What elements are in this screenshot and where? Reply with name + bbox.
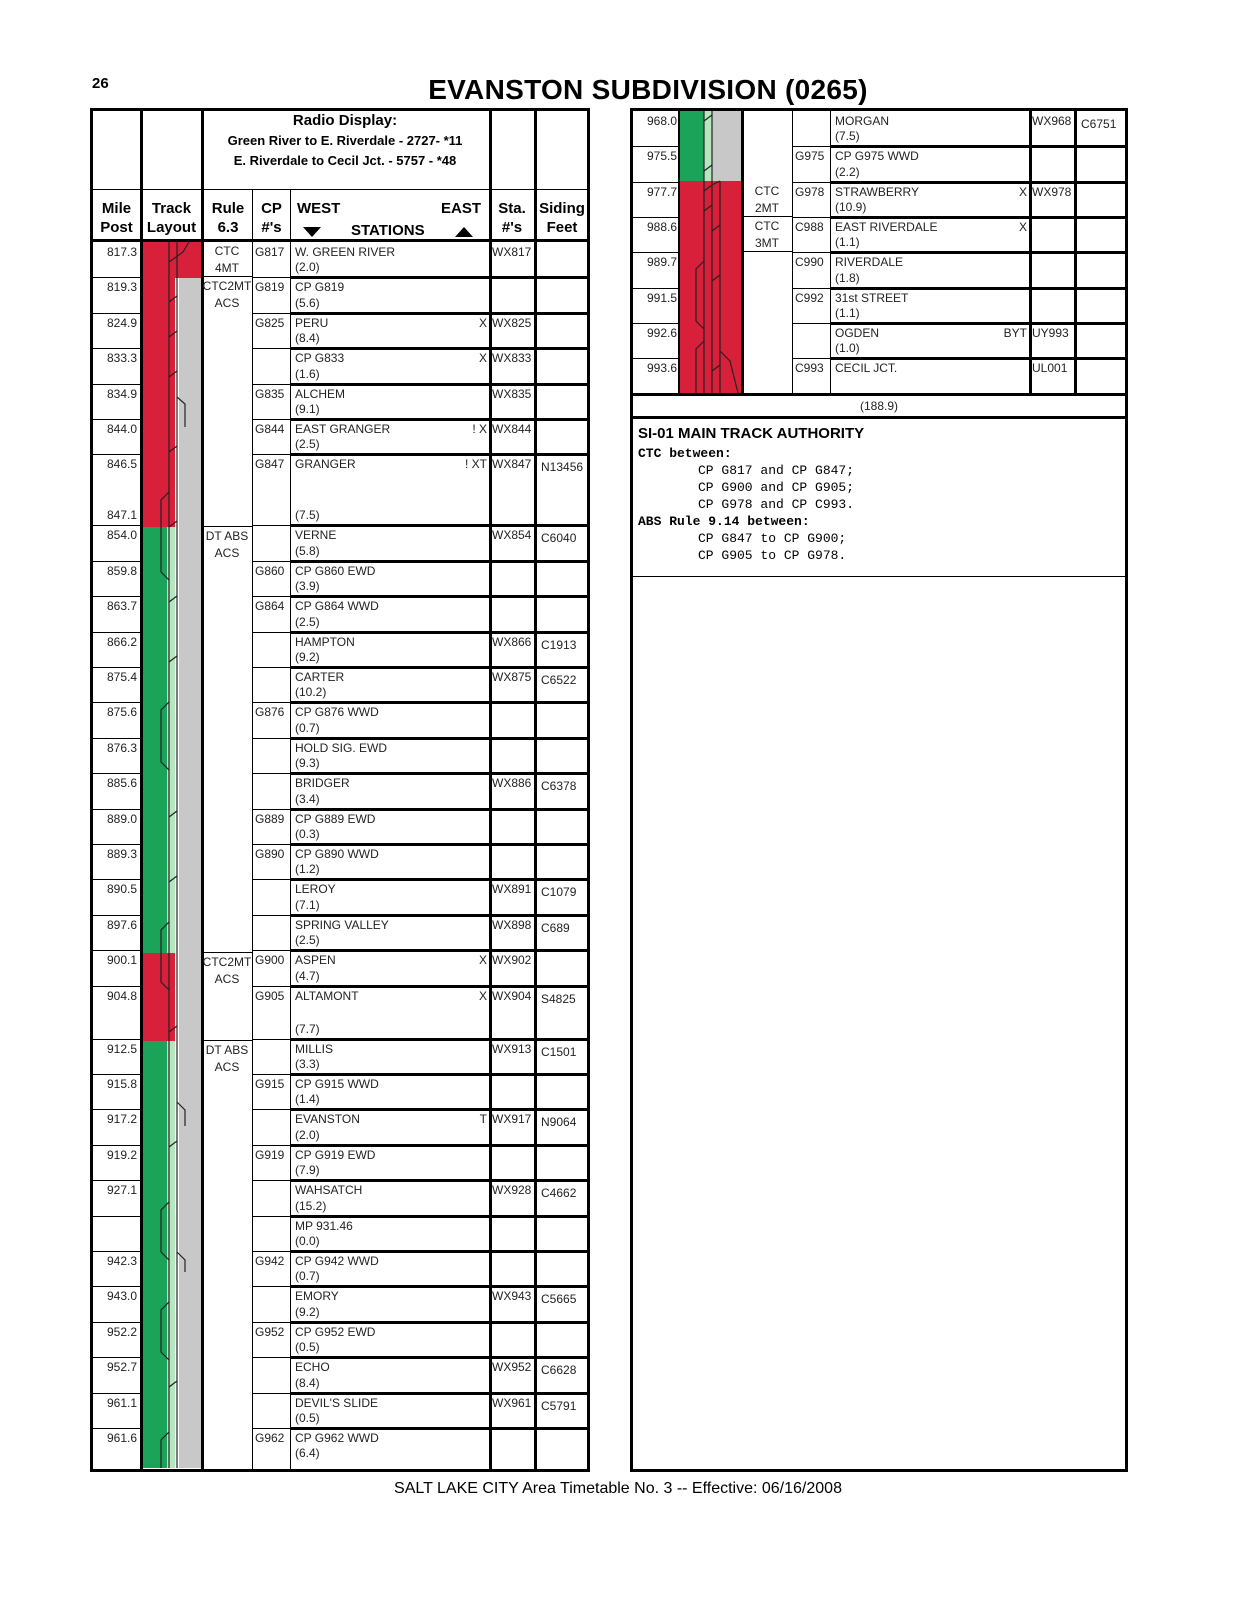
station-name: CP G942 WWD [295, 1254, 379, 1268]
station-name: STRAWBERRY [835, 184, 920, 199]
ctc-line: CP G900 and CP G905; [698, 480, 855, 495]
station-flags: ! X [472, 422, 487, 436]
station-name: CP G919 EWD [295, 1147, 376, 1162]
rule-header-l1: Rule [211, 200, 245, 217]
mile-post: 927.1 [106, 1183, 137, 1198]
station-number: WX854 [492, 528, 532, 543]
siding-feet: C689 [541, 920, 570, 935]
mile-post: 993.6 [646, 361, 677, 376]
station-flags: ! XT [464, 457, 487, 472]
station-distance: (10.9) [835, 199, 867, 214]
mile-post: 875.6 [106, 705, 137, 720]
station-number: WX902 [492, 953, 532, 968]
station-number: UL001 [1032, 361, 1068, 376]
cp-number: C992 [795, 290, 824, 305]
cp-number: G975 [795, 149, 825, 164]
station-name: CP G876 WWD [295, 705, 379, 720]
cp-header-l2: #'s [261, 219, 282, 236]
cp-number: C988 [795, 219, 824, 234]
station-flags: X [478, 953, 487, 968]
station-name: EMORY [295, 1289, 339, 1304]
siding-feet: N9064 [541, 1115, 577, 1130]
rule-cell-4 [202, 954, 252, 988]
station-distance: (9.3) [295, 756, 320, 771]
mile-post: 890.5 [106, 882, 137, 897]
siding-feet: C6378 [541, 779, 577, 794]
mile-post: 912.5 [106, 1041, 137, 1056]
station-name: SPRING VALLEY [295, 917, 389, 932]
station-distance: (7.5) [835, 129, 860, 144]
mile-post: 844.0 [106, 422, 137, 436]
station-distance: (4.7) [295, 968, 320, 983]
rule-text: CTC2MT [202, 955, 252, 969]
rule-text: ACS [214, 546, 240, 560]
cp-number: G919 [255, 1147, 285, 1162]
si-title: SI-01 MAIN TRACK AUTHORITY [638, 425, 865, 442]
cp-number: G942 [255, 1254, 285, 1268]
rule-text: DT ABS [205, 1043, 249, 1057]
station-number: WX875 [492, 670, 532, 684]
footer-text: SALT LAKE CITY Area Timetable No. 3 -- Effective: 06/16/2008 [394, 1480, 842, 1497]
radio-line-1: Green River to E. Riverdale - 2727- *11 [227, 133, 463, 148]
rule-text: 2MT [755, 201, 779, 215]
mile-header-l1: Mile [101, 200, 132, 217]
rule-text: ACS [214, 972, 240, 986]
mile-post: 889.3 [106, 847, 137, 861]
mile-post: 875.4 [106, 670, 137, 684]
mile-post: 919.2 [106, 1147, 137, 1162]
station-number: WX952 [492, 1360, 532, 1375]
station-distance: (2.2) [835, 164, 860, 179]
station-number: UY993 [1032, 325, 1069, 340]
station-distance: (0.5) [295, 1340, 320, 1355]
station-name: EAST GRANGER [295, 422, 391, 436]
ctc-line: CP G978 and CP C993. [698, 497, 855, 512]
rule-cell-5 [202, 1042, 252, 1076]
radio-line-2: E. Riverdale to Cecil Jct. - 5757 - *48 [233, 153, 457, 168]
station-flags: X [478, 351, 487, 366]
station-name: PERU [295, 315, 329, 330]
mile-post: 961.6 [106, 1431, 137, 1445]
station-distance: (7.9) [295, 1163, 320, 1178]
station-number: WX968 [1032, 114, 1072, 128]
stations-label: STATIONS [351, 222, 425, 239]
track-header-l1: Track [151, 200, 192, 217]
station-name: MORGAN [835, 114, 889, 128]
rule-cell-1 [202, 243, 252, 277]
mile-post: 943.0 [106, 1289, 137, 1304]
cp-number: G905 [255, 988, 285, 1003]
station-name: ECHO [295, 1360, 330, 1375]
station-name: EVANSTON [295, 1112, 360, 1127]
abs-line: CP G905 to CP G978. [698, 548, 847, 563]
mile-post: 876.3 [106, 740, 137, 755]
cp-number: G890 [255, 847, 285, 861]
station-distance: (0.7) [295, 720, 320, 735]
rule-text: CTC [214, 244, 240, 258]
siding-feet: C1079 [541, 885, 577, 900]
rule-text: 3MT [755, 236, 779, 250]
station-distance: (0.3) [295, 827, 320, 841]
mile-post: 824.9 [106, 315, 137, 330]
rule-cell-3 [202, 528, 252, 562]
station-distance: (6.4) [295, 1446, 320, 1461]
station-distance: (8.4) [295, 1375, 320, 1390]
siding-header [536, 199, 588, 237]
station-name: RIVERDALE [835, 255, 904, 270]
station-flags: X [1018, 184, 1027, 199]
station-number: WX917 [492, 1112, 532, 1127]
mile-header-l2: Post [100, 219, 133, 236]
abs-line: CP G847 to CP G900; [698, 531, 847, 546]
station-distance: (2.5) [295, 614, 320, 629]
station-number: WX886 [492, 776, 532, 791]
station-name: EAST RIVERDALE [835, 219, 938, 234]
rule-text: ACS [214, 296, 240, 310]
station-distance: (2.5) [295, 933, 320, 948]
station-distance: (7.5) [295, 508, 320, 523]
mile-post: 952.2 [106, 1324, 137, 1339]
station-flags: X [1018, 219, 1027, 234]
cp-number: G900 [255, 953, 285, 968]
mile-post: 817.3 [106, 245, 137, 259]
station-flags: BYT [1003, 325, 1027, 340]
mile-post: 975.5 [646, 149, 677, 164]
siding-feet: N13456 [541, 460, 584, 475]
ctc-heading: CTC between: [638, 446, 732, 461]
station-name: 31st STREET [835, 290, 909, 305]
station-name: HAMPTON [295, 634, 355, 649]
sta-header [490, 199, 534, 237]
station-distance: (0.0) [295, 1234, 320, 1248]
station-name: CP G860 EWD [295, 563, 376, 578]
east-label: EAST [441, 200, 482, 217]
track-layout-header [142, 199, 201, 237]
mile-post-header [93, 199, 140, 237]
sta-header-l1: Sta. [498, 200, 526, 217]
station-name: CECIL JCT. [835, 361, 898, 376]
cp-number: G978 [795, 184, 825, 199]
station-number: WX928 [492, 1183, 532, 1198]
mile-post: 961.1 [106, 1395, 137, 1410]
station-number: WX825 [492, 315, 532, 330]
station-flags: X [478, 988, 487, 1003]
mile-post: 991.5 [646, 290, 677, 305]
track-layout-lines [143, 242, 201, 1468]
siding-feet: C5791 [541, 1398, 577, 1413]
mile-post: 866.2 [106, 634, 137, 649]
station-distance: (1.6) [295, 366, 320, 381]
mile-post: 952.7 [106, 1360, 137, 1375]
station-name: VERNE [295, 528, 337, 543]
rule-text: CTC [754, 184, 780, 198]
siding-feet: C6628 [541, 1363, 577, 1378]
siding-feet: C5665 [541, 1292, 577, 1307]
rule-header [203, 199, 253, 237]
station-distance: (5.8) [295, 543, 320, 558]
station-name: CP G889 EWD [295, 811, 376, 826]
mile-post: 915.8 [106, 1077, 137, 1091]
station-number: WX817 [492, 245, 532, 259]
station-name: BRIDGER [295, 776, 350, 791]
station-name: MILLIS [295, 1041, 334, 1056]
station-name: HOLD SIG. EWD [295, 740, 388, 755]
station-distance: (1.4) [295, 1092, 320, 1107]
abs-heading: ABS Rule 9.14 between: [638, 514, 810, 529]
station-name: CARTER [295, 670, 345, 684]
station-number: WX943 [492, 1289, 532, 1304]
station-name: W. GREEN RIVER [295, 245, 396, 259]
station-distance: (1.1) [835, 305, 860, 320]
mile-post: 834.9 [106, 386, 137, 401]
mile-post: 968.0 [646, 114, 677, 128]
mile-post: 977.7 [646, 184, 677, 199]
station-flags: X [478, 315, 487, 330]
station-name: CP G952 EWD [295, 1324, 376, 1339]
rule-text: CTC [754, 219, 780, 233]
station-distance: (10.2) [295, 685, 327, 700]
mile-post: 819.3 [106, 280, 137, 295]
station-name: CP G975 WWD [835, 149, 919, 164]
station-distance: (3.9) [295, 579, 320, 594]
mile-post: 863.7 [106, 599, 137, 614]
rule-header-l2: 6.3 [217, 219, 239, 236]
cp-number: C990 [795, 255, 824, 270]
total-distance: (188.9) [859, 399, 899, 413]
sta-header-l2: #'s [501, 219, 523, 236]
mile-post: 833.3 [106, 351, 137, 366]
station-number: WX978 [1032, 184, 1072, 199]
mile-post: 992.6 [646, 325, 677, 340]
station-distance: (1.0) [835, 341, 860, 356]
station-name: OGDEN [835, 325, 880, 340]
si-01-block [638, 425, 864, 564]
siding-feet: C6040 [541, 531, 577, 546]
cp-number: G952 [255, 1324, 285, 1339]
cp-number: G915 [255, 1077, 285, 1091]
cp-number: G819 [255, 280, 285, 295]
station-name: CP G962 WWD [295, 1431, 379, 1445]
station-name: ASPEN [295, 953, 336, 968]
station-name: GRANGER [295, 457, 356, 472]
rule-text: 4MT [215, 261, 239, 275]
mile-post: 846.5 [106, 457, 137, 472]
down-arrow-icon [303, 227, 321, 237]
mile-post: 889.0 [106, 811, 137, 826]
station-number: WX835 [492, 386, 532, 401]
cp-header [253, 199, 290, 237]
mile-post: 989.7 [646, 255, 677, 270]
station-distance: (1.2) [295, 862, 320, 877]
siding-feet: C1501 [541, 1044, 577, 1059]
cp-number: G817 [255, 245, 285, 259]
station-distance: (1.8) [835, 270, 860, 285]
ctc-line: CP G817 and CP G847; [698, 463, 855, 478]
station-name: LEROY [295, 882, 336, 897]
station-distance: (8.4) [295, 331, 320, 346]
siding-feet: C4662 [541, 1186, 577, 1201]
station-distance: (0.5) [295, 1411, 320, 1425]
mile-post: 897.6 [106, 917, 137, 932]
siding-feet: C6751 [1081, 117, 1117, 131]
station-distance: (9.1) [295, 402, 320, 416]
page-number: 26 [92, 75, 109, 92]
up-arrow-icon [455, 227, 473, 237]
station-name: CP G833 [295, 351, 345, 366]
rule-text: CTC2MT [202, 279, 252, 293]
station-name: CP G890 WWD [295, 847, 379, 861]
rule-text: ACS [214, 1060, 240, 1074]
station-number: WX847 [492, 457, 532, 472]
station-distance: (5.6) [295, 295, 320, 310]
cp-number: G847 [255, 457, 285, 472]
station-distance: (3.3) [295, 1057, 320, 1071]
mile-post: 900.1 [106, 953, 137, 968]
station-distance: (1.1) [835, 235, 860, 250]
cp-number: G864 [255, 599, 285, 614]
station-distance: (9.2) [295, 650, 320, 664]
cp-number: G876 [255, 705, 285, 720]
station-name: ALCHEM [295, 386, 346, 401]
cp-number: G889 [255, 811, 285, 826]
left-timetable [90, 108, 590, 1472]
mile-post: 885.6 [106, 776, 137, 791]
mile-post: 917.2 [106, 1112, 137, 1127]
station-flags: T [479, 1112, 487, 1127]
siding-feet: C1913 [541, 637, 577, 652]
cp-header-l1: CP [261, 200, 282, 217]
radio-display [201, 111, 489, 171]
station-distance: (0.7) [295, 1269, 320, 1284]
station-distance: (3.4) [295, 791, 320, 806]
station-name: CP G819 [295, 280, 345, 295]
cp-number: G835 [255, 386, 285, 401]
mile-post: 859.8 [106, 563, 137, 578]
station-number: WX833 [492, 351, 532, 366]
station-name: MP 931.46 [295, 1218, 353, 1233]
rule-cell-r1 [742, 183, 792, 217]
station-distance: (2.0) [295, 260, 320, 275]
west-label: WEST [297, 200, 341, 217]
station-number: WX904 [492, 988, 532, 1003]
station-distance: (7.1) [295, 897, 320, 912]
right-timetable [630, 108, 1128, 1472]
siding-header-l2: Feet [546, 219, 578, 236]
radio-display-title: Radio Display: [292, 112, 398, 129]
mile-post: 942.3 [106, 1254, 137, 1268]
siding-feet: C6522 [541, 673, 577, 687]
cp-number: C993 [795, 361, 824, 376]
siding-header-l1: Siding [539, 200, 585, 217]
station-distance: (2.0) [295, 1127, 320, 1142]
cp-number: G844 [255, 422, 285, 436]
station-name: ALTAMONT [295, 988, 359, 1003]
station-number: WX891 [492, 882, 532, 897]
mile-post: 904.8 [106, 988, 137, 1003]
rule-cell-r2 [742, 218, 792, 252]
station-distance: (9.2) [295, 1304, 320, 1319]
track-header-l2: Layout [146, 219, 197, 236]
station-number: WX866 [492, 634, 532, 649]
mile-post-secondary: 847.1 [106, 508, 137, 523]
rule-text: DT ABS [205, 529, 249, 543]
siding-feet: S4825 [541, 991, 576, 1006]
station-number: WX898 [492, 917, 532, 932]
station-number: WX913 [492, 1041, 532, 1056]
station-distance: (2.5) [295, 437, 320, 452]
mile-post: 988.6 [646, 219, 677, 234]
rule-cell-2 [202, 278, 252, 312]
cp-number: G825 [255, 315, 285, 330]
station-number: WX961 [492, 1395, 532, 1410]
track-layout-lines-2 [680, 111, 741, 393]
cp-number: G962 [255, 1431, 285, 1445]
station-name: CP G864 WWD [295, 599, 379, 614]
station-name: DEVIL'S SLIDE [295, 1395, 378, 1410]
station-distance: (15.2) [295, 1198, 327, 1213]
station-name: WAHSATCH [295, 1183, 363, 1198]
cp-number: G860 [255, 563, 285, 578]
mile-post: 854.0 [106, 528, 137, 543]
station-number: WX844 [492, 422, 532, 436]
station-distance: (7.7) [295, 1021, 320, 1036]
station-name: CP G915 WWD [295, 1077, 379, 1091]
page-title: EVANSTON SUBDIVISION (0265) [428, 74, 868, 105]
